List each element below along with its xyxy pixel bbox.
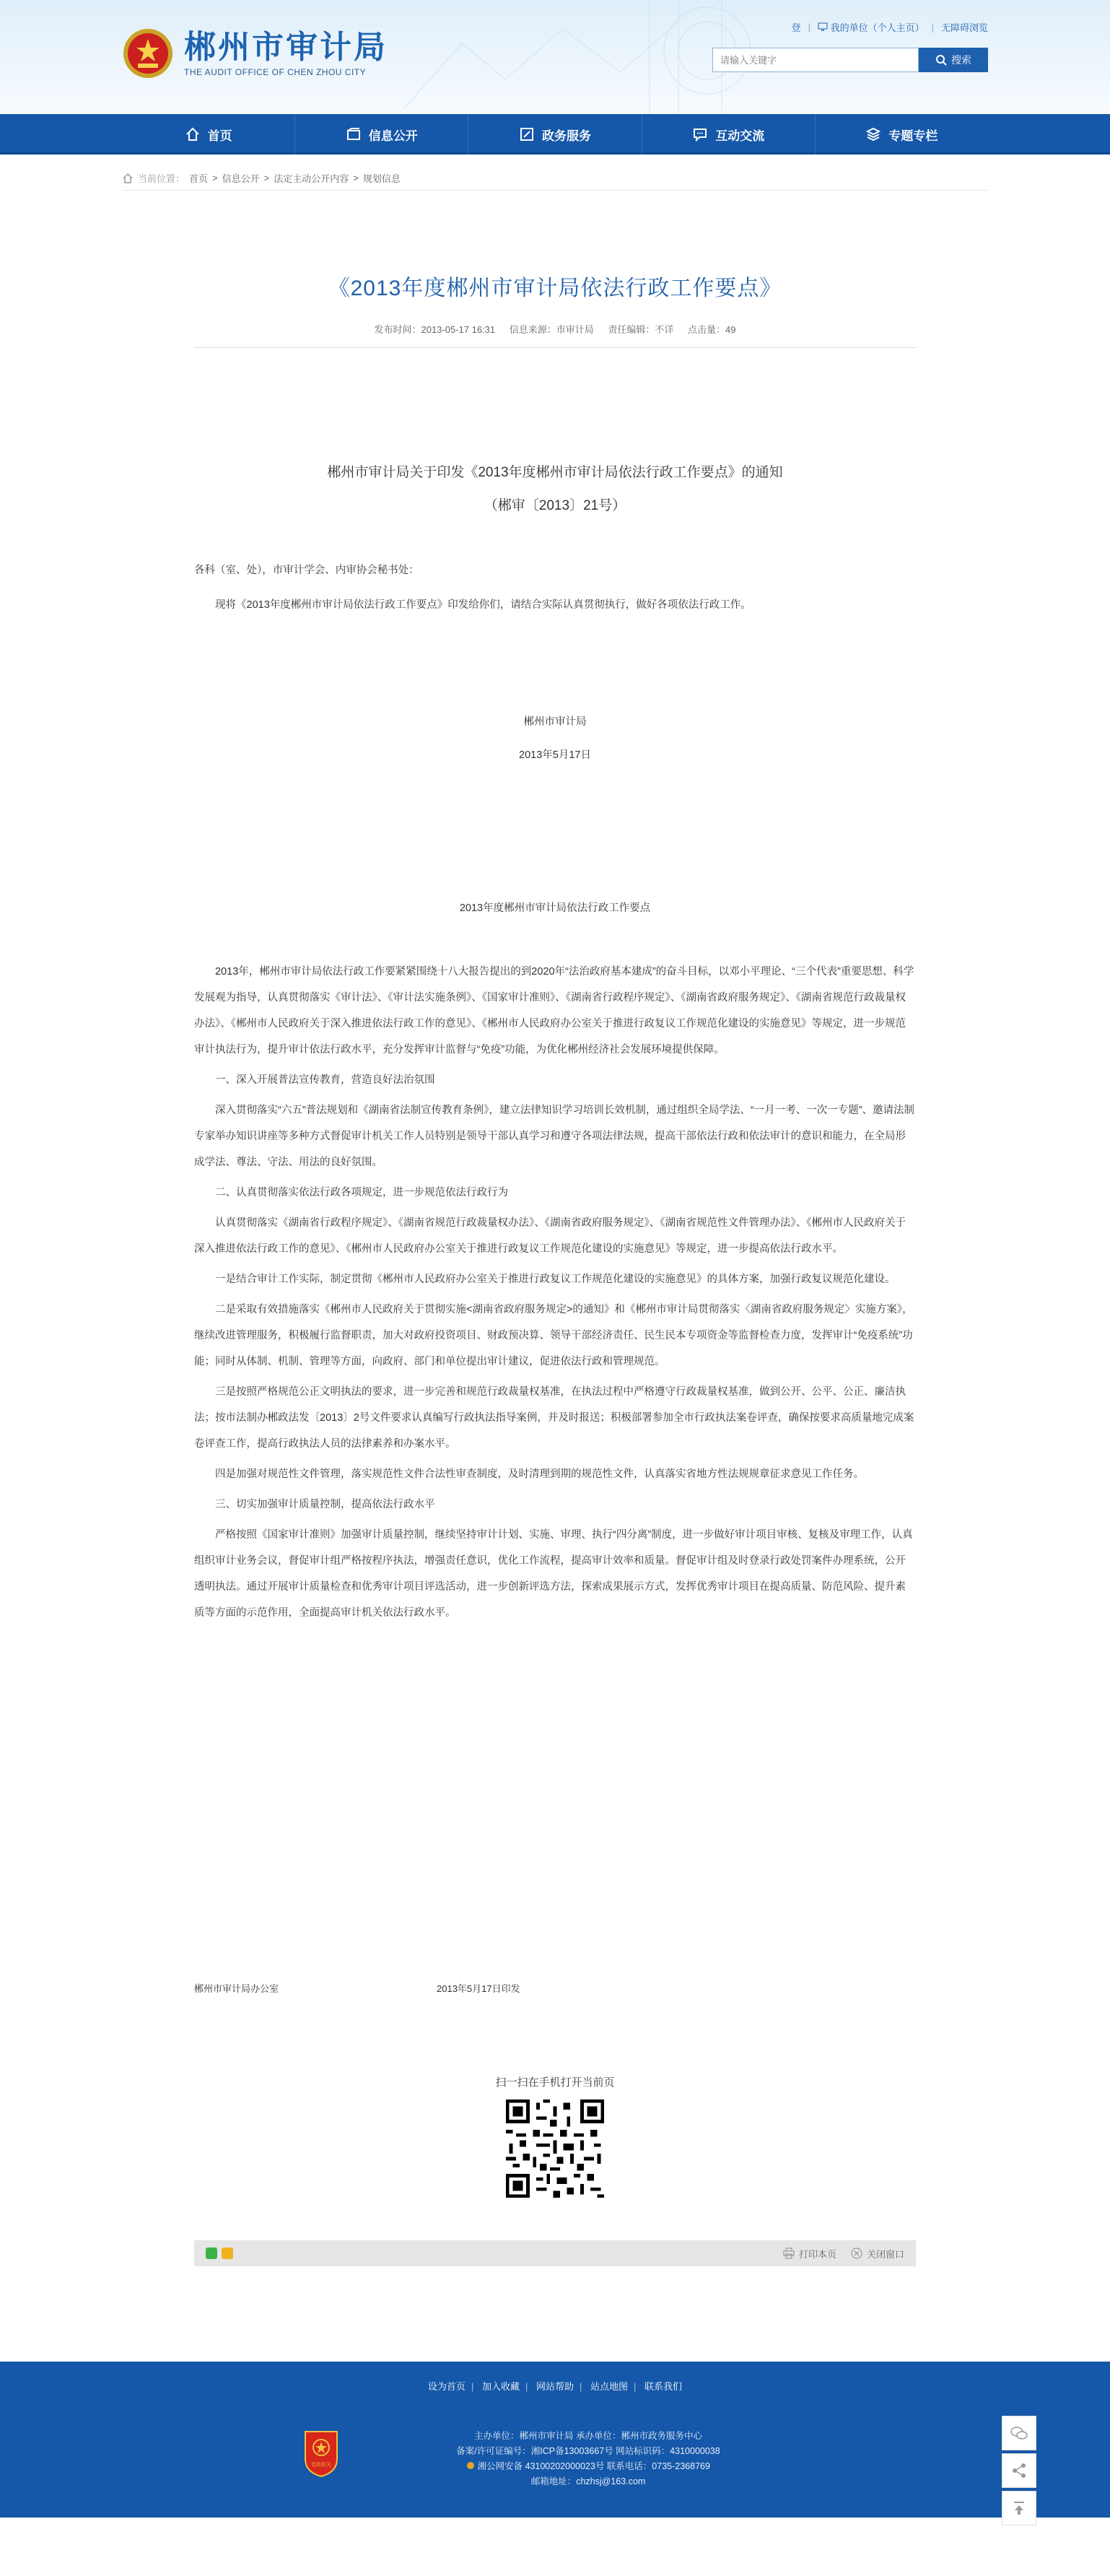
breadcrumb-prefix: 当前位置： <box>138 173 185 184</box>
qr-code-icon <box>506 2099 604 2198</box>
divider: | <box>634 2381 637 2392</box>
meta-editor: 责任编辑：不详 <box>608 324 674 335</box>
section-title: 2013年度郴州市审计局依法行政工作要点 <box>459 902 651 914</box>
footer-sponsor: 主办单位：郴州市审计局 承办单位：郴州市政务服务中心 <box>474 2431 702 2441</box>
footer-link-homepage[interactable]: 设为首页 <box>427 2381 466 2392</box>
paragraph: 二是采取有效措施落实《郴州市人民政府关于贯彻实施<湖南省政府服务规定>的通知》和《郴州市审计局贯彻落实〈湖南省政府服务规定〉实施方案》，继续改进管理服务，积极履行监督职责，加大对政府投资项目、财政预决算、领导干部经济责任、民生民本专项资金等监督检查力度，发挥审计“免疫系统”功能；同时从体制、机制、管理等方面，向政府、部门和单位提出审计建议，促进依法行政和管理规范。 <box>194 1304 913 1367</box>
signer: 郴州市审计局 <box>523 716 587 728</box>
print-button[interactable] <box>783 2247 836 2260</box>
national-emblem-icon <box>122 25 174 82</box>
layers-icon <box>865 126 881 142</box>
meta-source: 信息来源：市审计局 <box>509 324 594 335</box>
edit-icon <box>519 126 535 142</box>
site-header <box>0 0 1110 114</box>
qr-caption: 扫一扫在手机打开当前页 <box>495 2076 615 2089</box>
search-button[interactable] <box>919 48 988 72</box>
wechat-share-icon[interactable] <box>206 2248 217 2259</box>
party-gov-badge-icon[interactable] <box>302 2430 340 2478</box>
police-badge-icon <box>466 2461 475 2470</box>
meta-views: 点击量：49 <box>688 324 736 335</box>
qr-section <box>194 2074 916 2201</box>
close-label: 关闭窗口 <box>866 2248 904 2260</box>
paragraph: 三是按照严格规范公正文明执法的要求，进一步完善和规范行政裁量权基准，在执法过程中严格遵守行政裁量权基准，做到公开、公平、公正、廉洁执法；按市法制办郴政法发〔2013〕2号文件要求认真编写行政执法指导案例，并及时报送；积极部署参加全市行政执法案卷评查，确保按要求高质量地完成案卷评查工作，提高行政执法人员的法律素养和办案水平。 <box>194 1386 914 1450</box>
folder-icon <box>346 126 362 142</box>
top-link-my-unit-label: 我的单位（个人主页） <box>830 22 925 33</box>
heading-1: 一、深入开展普法宣传教育，营造良好法治氛围 <box>215 1074 435 1086</box>
breadcrumb <box>122 155 988 191</box>
close-icon <box>851 2248 862 2259</box>
search-button-label: 搜索 <box>951 54 971 66</box>
divider: | <box>931 22 934 32</box>
breadcrumb-separator: > <box>263 173 270 183</box>
search-bar <box>712 48 988 72</box>
nav-item-label: 政务服务 <box>542 129 591 143</box>
meta-published: 发布时间：2013-05-17 16:31 <box>374 324 496 335</box>
footer-email: 邮箱地址：chzhsj@163.com <box>530 2476 646 2486</box>
salutation: 各科（室、处），市审计学会、内审协会秘书处： <box>194 565 419 576</box>
arrow-up-icon <box>1010 2499 1028 2518</box>
qzone-share-icon[interactable] <box>222 2248 233 2259</box>
footer-link-favorite[interactable]: 加入收藏 <box>481 2381 520 2392</box>
breadcrumb-separator: > <box>212 173 218 183</box>
print-bar <box>194 2240 916 2266</box>
nav-item-home[interactable] <box>122 114 295 155</box>
footer-icp: 备案/许可证编号：湘ICP备13003667号 网站标识码：4310000038 <box>456 2446 720 2456</box>
nav-item-info-public[interactable] <box>295 114 468 155</box>
article-meta <box>194 322 916 348</box>
nav-item-label: 专题专栏 <box>888 129 938 143</box>
share-icons <box>206 2248 233 2259</box>
top-links <box>792 20 988 34</box>
breadcrumb-item-planning[interactable]: 规划信息 <box>362 173 401 184</box>
site-name-en: THE AUDIT OFFICE OF CHEN ZHOU CITY <box>184 67 367 77</box>
article-body <box>194 557 916 1626</box>
main-nav <box>0 114 1110 155</box>
floating-toolbar <box>1002 2416 1036 2525</box>
heading-2: 二、认真贯彻落实依法行政各项规定，进一步规范依法行政行为 <box>215 1187 508 1198</box>
badge-text: 党政机关 <box>311 2462 331 2468</box>
share-float-button[interactable] <box>1002 2453 1036 2488</box>
monitor-icon <box>818 22 828 31</box>
paragraph: 严格按照《国家审计准则》加强审计质量控制，继续坚持审计计划、实施、审理、执行“四分离”制度，进一步做好审计项目审核、复核及审理工作，认真组织审计业务会议，督促审计组严格按程序执法，增强责任意识，优化工作流程，提高审计效率和质量。督促审计组及时登录行政处罚案件办理系统，公开透明执法。通过开展审计质量检查和优秀审计项目评选活动，进一步创新评选方法，探索成果展示方式，发挥优秀审计项目在提高质量、防范风险、提升素质等方面的示范作用，全面提高审计机关依法行政水平。 <box>194 1529 913 1619</box>
paragraph: 四是加强对规范性文件管理，落实规范性文件合法性审查制度，及时清理到期的规范性文件，认真落实省地方性法规规章征求意见工作任务。 <box>215 1468 864 1480</box>
nav-item-label: 信息公开 <box>368 129 418 143</box>
nav-item-label: 首页 <box>207 129 232 143</box>
top-link-my-unit[interactable] <box>818 20 925 34</box>
article-footnote <box>194 1981 916 1995</box>
article <box>194 270 916 2266</box>
search-icon <box>935 54 947 66</box>
search-input[interactable] <box>712 48 919 72</box>
heading-3: 三、切实加强审计质量控制，提高依法行政水平 <box>215 1499 435 1510</box>
breadcrumb-separator: > <box>353 173 359 183</box>
share-icon <box>1010 2461 1028 2480</box>
notice-title: 郴州市审计局关于印发《2013年度郴州市审计局依法行政工作要点》的通知 <box>327 465 783 480</box>
wechat-float-button[interactable] <box>1002 2416 1036 2450</box>
divider: | <box>525 2381 528 2392</box>
footnote-office: 郴州市审计局办公室 <box>194 1983 279 1994</box>
site-footer <box>0 2362 1110 2518</box>
top-link-login[interactable]: 登 <box>791 22 801 33</box>
footer-police <box>369 2459 808 2474</box>
home-icon <box>185 126 201 142</box>
top-link-accessibility[interactable]: 无障碍浏览 <box>940 22 988 33</box>
breadcrumb-item-statutory[interactable]: 法定主动公开内容 <box>274 173 349 184</box>
back-to-top-button[interactable] <box>1002 2491 1036 2525</box>
divider: | <box>808 22 810 32</box>
intro-paragraph: 现将《2013年度郴州市审计局依法行政工作要点》印发给你们，请结合实际认真贯彻执行，做好各项依法行政工作。 <box>215 599 751 611</box>
breadcrumb-item-info[interactable]: 信息公开 <box>222 173 260 184</box>
site-logo[interactable] <box>122 25 388 82</box>
wechat-icon <box>1010 2424 1028 2442</box>
breadcrumb-item-home[interactable]: 首页 <box>189 173 209 184</box>
nav-item-interaction[interactable] <box>642 114 816 155</box>
divider: | <box>580 2381 582 2392</box>
paragraph: 深入贯彻落实“六五”普法规划和《湖南省法制宣传教育条例》，建立法律知识学习培训长效机制，通过组织全局学法、“一月一考、一次一专题”、邀请法制专家举办知识讲座等多种方式督促审计机关工作人员特别是领导干部认真学习和遵守各项法律法规，提高干部依法行政和依法审计的意识和能力，在全局形成学法、尊法、守法、用法的良好氛围。 <box>194 1105 915 1168</box>
footer-link-contact[interactable]: 联系我们 <box>644 2381 683 2392</box>
paragraph: 认真贯彻落实《湖南省行政程序规定》、《湖南省规范行政裁量权办法》、《湖南省政府服务规定》、《湖南省规范性文件管理办法》、《郴州市人民政府关于深入推进依法行政工作的意见》、《郴州市人民政府办公室关于推进行政复议工作规范化建设的实施意见》等规定，进一步提高依法行政水平。 <box>194 1217 906 1255</box>
nav-item-label: 互动交流 <box>715 129 765 143</box>
footer-police-text: 湘公网安备 43100202000023号 联系电话：0735-2368769 <box>477 2461 710 2471</box>
chat-icon <box>692 126 708 142</box>
printer-icon <box>783 2248 795 2259</box>
footer-info <box>369 2429 808 2489</box>
home-icon <box>122 173 134 184</box>
footnote-date: 2013年5月17日印发 <box>437 1983 520 1994</box>
nav-item-gov-service[interactable] <box>468 114 642 155</box>
footer-links <box>0 2362 1110 2393</box>
close-window-button[interactable] <box>851 2247 904 2260</box>
print-label: 打印本页 <box>798 2248 836 2260</box>
nav-item-special-topics[interactable] <box>816 114 988 155</box>
footer-link-sitemap[interactable]: 站点地图 <box>590 2381 629 2392</box>
paragraph: 2013年，郴州市审计局依法行政工作要紧紧围绕十八大报告提出的到2020年“法治政府基本建成”的奋斗目标，以邓小平理论、“三个代表”重要思想、科学发展观为指导，认真贯彻落实《审计法》、《审计法实施条例》、《国家审计准则》、《湖南省行政程序规定》、《湖南省政府服务规定》、《湖南省规范行政裁量权办法》、《郴州市人民政府关于深入推进依法行政工作的意见》、《郴州市人民政府办公室关于推进行政复议工作规范化建设的实施意见》等规定，进一步规范审计执法行为，提升审计依法行政水平，充分发挥审计监督与“免疫”功能，为优化郴州经济社会发展环境提供保障。 <box>194 966 914 1056</box>
page-title: 《2013年度郴州市审计局依法行政工作要点》 <box>328 277 782 300</box>
paragraph: 一是结合审计工作实际，制定贯彻《郴州市人民政府办公室关于推进行政复议工作规范化建设的实施意见》的具体方案，加强行政复议规范化建设。 <box>215 1274 896 1285</box>
divider: | <box>471 2381 474 2392</box>
site-name-cn: 郴州市审计局 <box>184 30 388 65</box>
sign-date: 2013年5月17日 <box>519 749 591 761</box>
notice-number: （郴审〔2013〕21号） <box>484 498 626 513</box>
footer-link-help[interactable]: 网站帮助 <box>536 2381 574 2392</box>
